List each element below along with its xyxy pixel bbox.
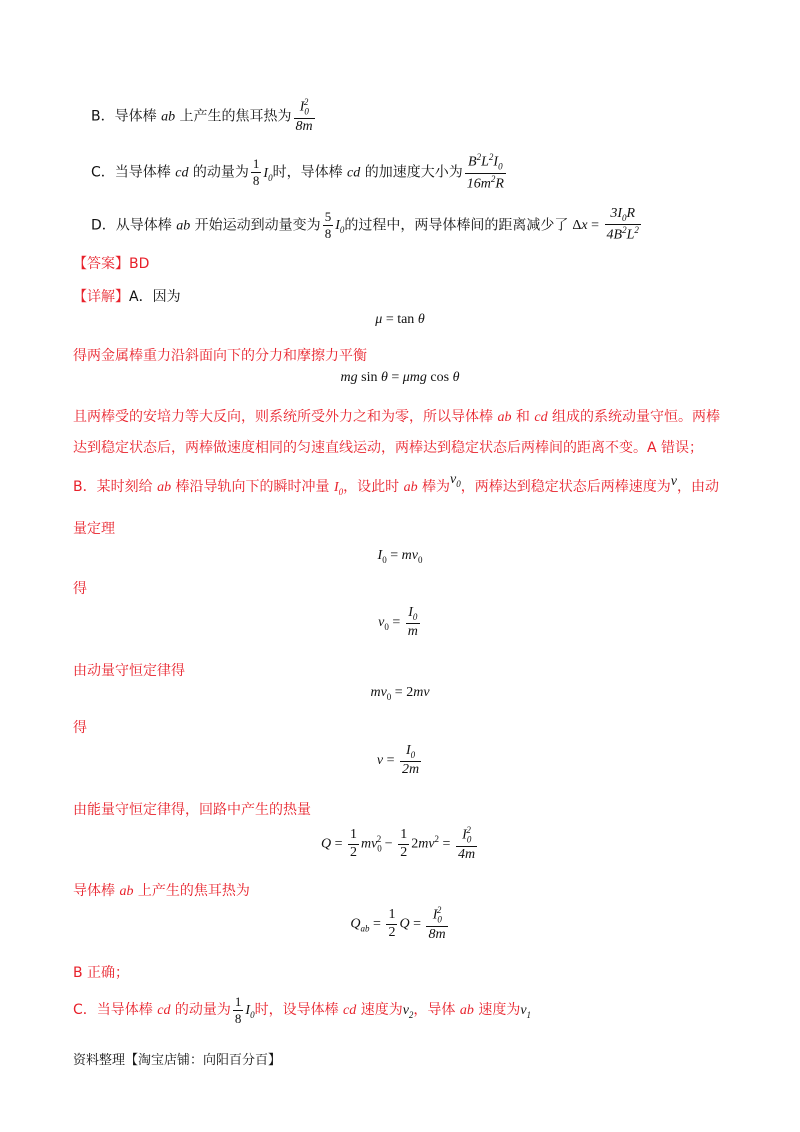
para1-c: 组成的系统动量守恒。两棒 — [547, 409, 721, 425]
c1-e: ，导体 — [413, 1002, 460, 1019]
c1-c: 时，设导体棒 — [254, 1002, 344, 1019]
para1-cd: cd — [534, 410, 548, 425]
b1-f: ，由动 — [676, 479, 719, 495]
c1-cd: cd — [157, 1003, 171, 1019]
option-b — [91, 98, 317, 135]
eq-force-balance: mg sin θ = μmg cos θ — [340, 370, 460, 385]
explain-para1 — [73, 406, 720, 426]
explain-a-intro: A．因为 — [129, 289, 181, 305]
option-b-fraction: $\frac{I_0^2}{8m}$ — [295, 97, 313, 134]
eq-heat: Q = $\frac{1}{2}$ $mv_0^2$ − $\frac{1}{2}$ $2mv^2$ = $\frac{I_0^2}{4m}$ — [320, 825, 476, 862]
option-d-ab: ab — [176, 218, 191, 234]
explain-momentum: 由动量守恒定律得 — [73, 663, 185, 679]
explain-energy: 由能量守恒定律得，回路中产生的热量 — [73, 802, 311, 818]
c1-d: 速度为 — [356, 1002, 403, 1019]
c1-cd2: cd — [343, 1003, 357, 1019]
option-c-time: 时，导体棒 — [272, 164, 348, 181]
eq-joule: $Q_{ab}$ = $\frac{1}{2}$ Q = $\frac{I_0^2}{8m}$ — [350, 905, 446, 942]
b1-b: 棒沿导轨向下的瞬时冲量 — [171, 479, 334, 495]
answer-value: BD — [129, 256, 150, 272]
b1-d: 棒为 — [417, 479, 451, 495]
explain-header — [73, 286, 181, 306]
explain-de1: 得 — [73, 581, 87, 597]
option-c-cd2: cd — [347, 165, 361, 181]
option-c-frac-1-8: $\frac{1}{8}$ — [252, 156, 260, 189]
option-c-text: C．当导体棒 — [91, 164, 176, 181]
option-c: C．当导体棒 cd 的动量为 $\frac{1}{8}$ $I_0$时，导体棒 cd 的加速度大小为 $\frac{B^2L^2I_0}{16m^2R}$ — [91, 152, 504, 192]
joule-ab: ab — [119, 884, 134, 899]
eq-v0: $v_0$ = $\frac{I_0}{m}$ — [378, 605, 418, 640]
option-b-rest: 上产生的焦耳热为 — [175, 108, 292, 125]
explain-joule — [73, 880, 250, 900]
c1-ab: ab — [459, 1003, 474, 1019]
option-d-text: D．从导体棒 — [91, 217, 177, 234]
explain-b-correct: B 正确； — [73, 965, 130, 981]
explain-de2: 得 — [73, 720, 87, 736]
eq-momentum: $mv_0 = 2mv$ — [370, 685, 430, 702]
eq-v: v = $\frac{I_0}{2m}$ — [376, 743, 420, 778]
b1-c: ，设此时 — [343, 479, 404, 495]
option-b-text: B．导体棒 — [91, 108, 162, 125]
option-d: D．从导体棒 ab 开始运动到动量变为 $\frac{5}{8}$ $I_0$的过程中，两导体棒间的距离减少了 Δx = $\frac{3I_0R}{4B^2L^2}$ — [91, 206, 639, 243]
option-d-mid: 开始运动到动量变为 — [190, 217, 321, 234]
explain-b-line2: 量定理 — [73, 521, 115, 537]
para1-b: 和 — [511, 409, 535, 425]
joule-a: 导体棒 — [73, 883, 120, 899]
joule-b: 上产生的焦耳热为 — [133, 883, 250, 899]
option-c-mid: 的动量为 — [188, 164, 249, 181]
option-b-ab: ab — [161, 109, 176, 125]
option-c-rest: 的加速度大小为 — [360, 164, 463, 181]
answer-line — [73, 253, 149, 273]
para1-a: 且两棒受的安培力等大反向，则系统所受外力之和为零，所以导体棒 — [73, 409, 498, 425]
b1-a: B．某时刻给 — [73, 479, 158, 495]
option-c-fraction: $\frac{B^2L^2I_0}{16m^2R}$ — [466, 152, 504, 192]
eq-mu-tan: μ = tan θ — [375, 312, 425, 327]
b1-ab2: ab — [403, 480, 418, 495]
option-d-rest: 的过程中，两导体棒间的距离减少了 — [344, 217, 569, 234]
explain-line1: 得两金属棒重力沿斜面向下的分力和摩擦力平衡 — [73, 348, 367, 364]
b1-ab: ab — [157, 480, 172, 495]
explain-b-line1: B．某时刻给 ab 棒沿导轨向下的瞬时冲量 $I_0$，设此时 ab 棒为$v_0$，两棒达到稳定状态后两棒速度为v，由动 — [73, 472, 719, 497]
explain-c-line1: C．当导体棒 cd 的动量为 $\frac{1}{8}$ $I_0$时，设导体棒 cd 速度为$v_2$，导体 ab 速度为$v_1$ — [73, 994, 532, 1026]
option-c-cd: cd — [175, 165, 189, 181]
explain-label: 【详解】 — [73, 289, 129, 305]
answer-label: 【答案】 — [73, 256, 129, 272]
c1-b: 的动量为 — [170, 1002, 231, 1019]
option-d-fraction: $\frac{3I_0R}{4B^2L^2}$ — [606, 206, 639, 243]
option-d-frac-5-8: $\frac{5}{8}$ — [324, 209, 332, 241]
b1-i0: $I_0$ — [333, 480, 344, 497]
explain-para2: 达到稳定状态后，两棒做速度相同的匀速直线运动，两棒达到稳定状态后两棒间的距离不变。A 错误； — [73, 440, 704, 456]
c1-a: C．当导体棒 — [73, 1002, 158, 1019]
c1-f: 速度为 — [473, 1002, 521, 1019]
para1-ab: ab — [497, 410, 512, 425]
eq-impulse: $I_0 = mv_0$ — [377, 548, 423, 565]
b1-e: ，两棒达到稳定状态后两棒速度为 — [460, 479, 671, 495]
footer-text: 资料整理【淘宝店铺：向阳百分百】 — [73, 1053, 282, 1068]
